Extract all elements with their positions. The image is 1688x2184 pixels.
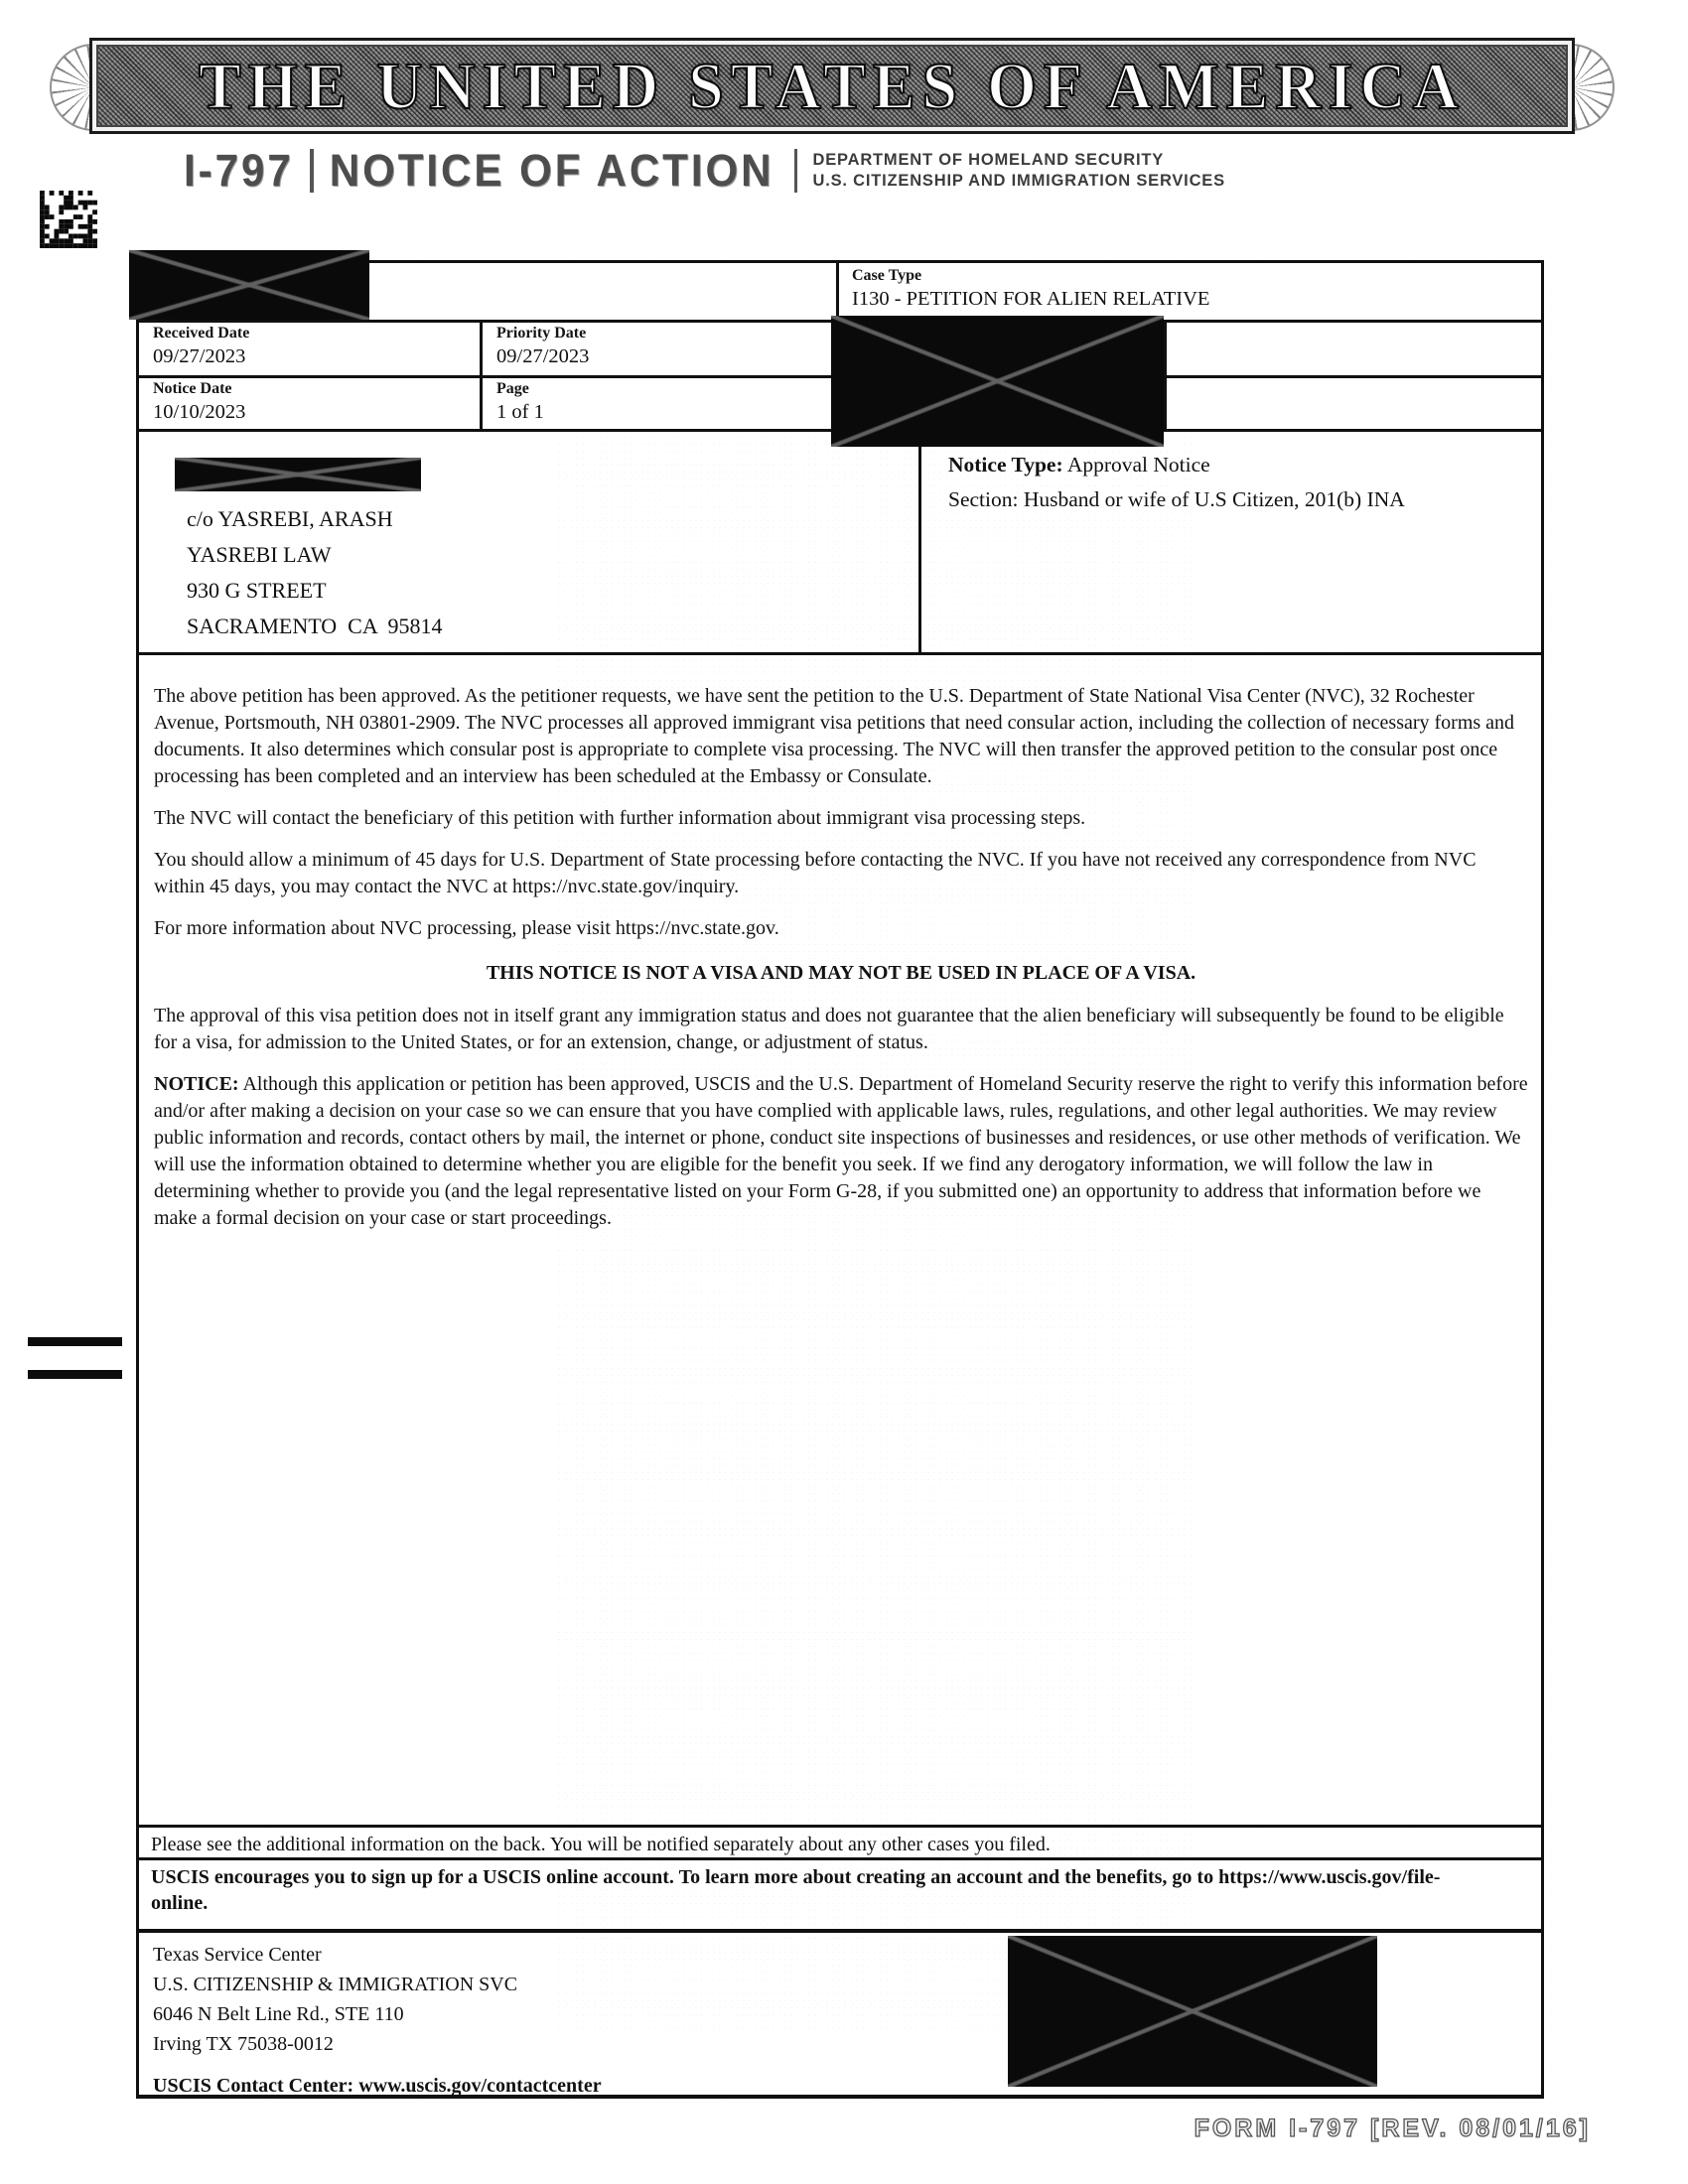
- service-center-line: 6046 N Belt Line Rd., STE 110: [153, 2003, 404, 2025]
- case-type-cell: [852, 267, 1209, 311]
- agency-line-1: DEPARTMENT OF HOMELAND SECURITY: [812, 151, 1165, 169]
- recipient-address: [187, 501, 443, 644]
- paragraph: The above petition has been approved. As the petitioner requests, we have sent the petition to the U.S. Department of State National Visa Center (NVC), 32 Rochester Avenue, Portsmouth, NH 03801-2909. The NVC processes all approved immigrant visa petitions that need consular action, including the collection of necessary forms and documents. It also determines which consular post is appropriate to complete visa processing. The NVC will then transfer the approved petition to the consular post once processing has been completed and an interview has been scheduled at the Embassy or Consulate.: [154, 685, 1515, 787]
- agency-block: [813, 150, 1225, 192]
- recipient-line: YASREBI LAW: [187, 542, 332, 567]
- service-center-address: [153, 1940, 602, 2098]
- banner-frame: [89, 38, 1575, 134]
- margin-mark: [28, 1370, 122, 1379]
- form-revision: FORM I-797 [REV. 08/01/16]: [1194, 2115, 1591, 2142]
- page-value: 1 of 1: [496, 401, 544, 423]
- service-center-line: U.S. CITIZENSHIP & IMMIGRATION SVC: [153, 1974, 518, 1995]
- case-type-label: Case Type: [852, 267, 922, 284]
- online-account-text: USCIS encourages you to sign up for a USCIS online account. To learn more about creating an account and the benefits, go to https://www.uscis.gov/file-online.: [151, 1866, 1441, 1914]
- recipient-line: c/o YASREBI, ARASH: [187, 506, 393, 531]
- data-matrix-barcode: [40, 191, 97, 248]
- notice-paragraph: [154, 1071, 1528, 1232]
- not-a-visa-warning: THIS NOTICE IS NOT A VISA AND MAY NOT BE USED IN PLACE OF A VISA.: [486, 962, 1196, 984]
- address-section-divider: [918, 432, 921, 652]
- notice-date-cell: [153, 380, 245, 424]
- form-title-row: [184, 145, 1225, 197]
- notice-date-label: Notice Date: [153, 380, 232, 397]
- form-number: I-797: [184, 145, 294, 196]
- back-info-strip: [136, 1825, 1544, 1860]
- banner-title: THE UNITED STATES OF AMERICA: [199, 48, 1466, 123]
- notice-type-label: Notice Type:: [948, 453, 1063, 477]
- priority-date-value: 09/27/2023: [496, 345, 590, 367]
- notice-label: NOTICE:: [154, 1073, 239, 1095]
- table-col-divider-1: [480, 320, 483, 429]
- form-title: NOTICE OF ACTION: [329, 145, 774, 196]
- title-divider: [310, 149, 314, 193]
- notice-date-value: 10/10/2023: [153, 401, 246, 423]
- redaction-box-receipt-number: [129, 250, 369, 320]
- paragraph: For more information about NVC processing, please visit https://nvc.state.gov.: [154, 917, 779, 939]
- notice-info: [948, 448, 1489, 517]
- notice-paragraph-text: Although this application or petition has been approved, USCIS and the U.S. Department of Homeland Security reserve the right to verify this information before and/or after making a decision on your case so we can ensure that you have complied with applicable laws, rules, regulations, and other legal authorities. We may review public information and records, contact others by mail, the internet or phone, conduct site inspections of businesses and residences, or use other methods of verification. We will use the information obtained to determine whether you are eligible for the benefit you seek. If we find any derogatory information, we will follow the law in determining whether to provide you (and the legal representative listed on your Form G-28, if you submitted one) an opportunity to address that information before we make a formal decision on your case or start proceedings.: [154, 1073, 1528, 1229]
- priority-date-label: Priority Date: [496, 325, 587, 341]
- section-text: Section: Husband or wife of U.S Citizen, 201(b) INA: [948, 487, 1405, 511]
- paragraph: The approval of this visa petition does not in itself grant any immigration status and does not guarantee that the alien beneficiary will subsequently be found to be eligible for a visa, for admission to the United States, or for an extension, change, or adjustment of status.: [154, 1005, 1504, 1053]
- recipient-line: 930 G STREET: [187, 578, 327, 603]
- service-center-line: Irving TX 75038-0012: [153, 2033, 334, 2055]
- agency-line-2: U.S. CITIZENSHIP AND IMMIGRATION SERVICES: [812, 172, 1225, 190]
- notice-type-value: Approval Notice: [1062, 453, 1210, 477]
- redaction-box-recipient-name: [175, 458, 421, 491]
- margin-mark: [28, 1337, 122, 1346]
- table-col-divider-3: [1164, 320, 1167, 429]
- uscis-contact-center: USCIS Contact Center: www.uscis.gov/contactcenter: [153, 2075, 602, 2097]
- online-account-strip: [136, 1857, 1544, 1933]
- agency-divider: [794, 149, 797, 193]
- banner: [52, 38, 1613, 134]
- received-date-label: Received Date: [153, 325, 250, 341]
- paragraph: The NVC will contact the beneficiary of this petition with further information about immigrant visa processing steps.: [154, 807, 1086, 829]
- received-date-value: 09/27/2023: [153, 345, 246, 367]
- back-info-text: Please see the additional information on the back. You will be notified separately about any other cases you filed.: [151, 1834, 1051, 1855]
- page-label: Page: [496, 380, 529, 397]
- recipient-line: SACRAMENTO CA 95814: [187, 614, 443, 638]
- redaction-box-footer: [1008, 1936, 1377, 2087]
- paragraph: You should allow a minimum of 45 days for U.S. Department of State processing before contacting the NVC. If you have not received any correspondence from NVC within 45 days, you may contact the NVC at https://nvc.state.gov/inquiry.: [154, 849, 1477, 897]
- service-center-line: Texas Service Center: [153, 1944, 322, 1966]
- priority-date-cell: [496, 325, 589, 368]
- redaction-box-table-right: [831, 316, 1164, 447]
- body-text: [154, 683, 1528, 1247]
- page-cell: [496, 380, 544, 424]
- received-date-cell: [153, 325, 249, 368]
- case-type-value: I130 - PETITION FOR ALIEN RELATIVE: [852, 288, 1210, 310]
